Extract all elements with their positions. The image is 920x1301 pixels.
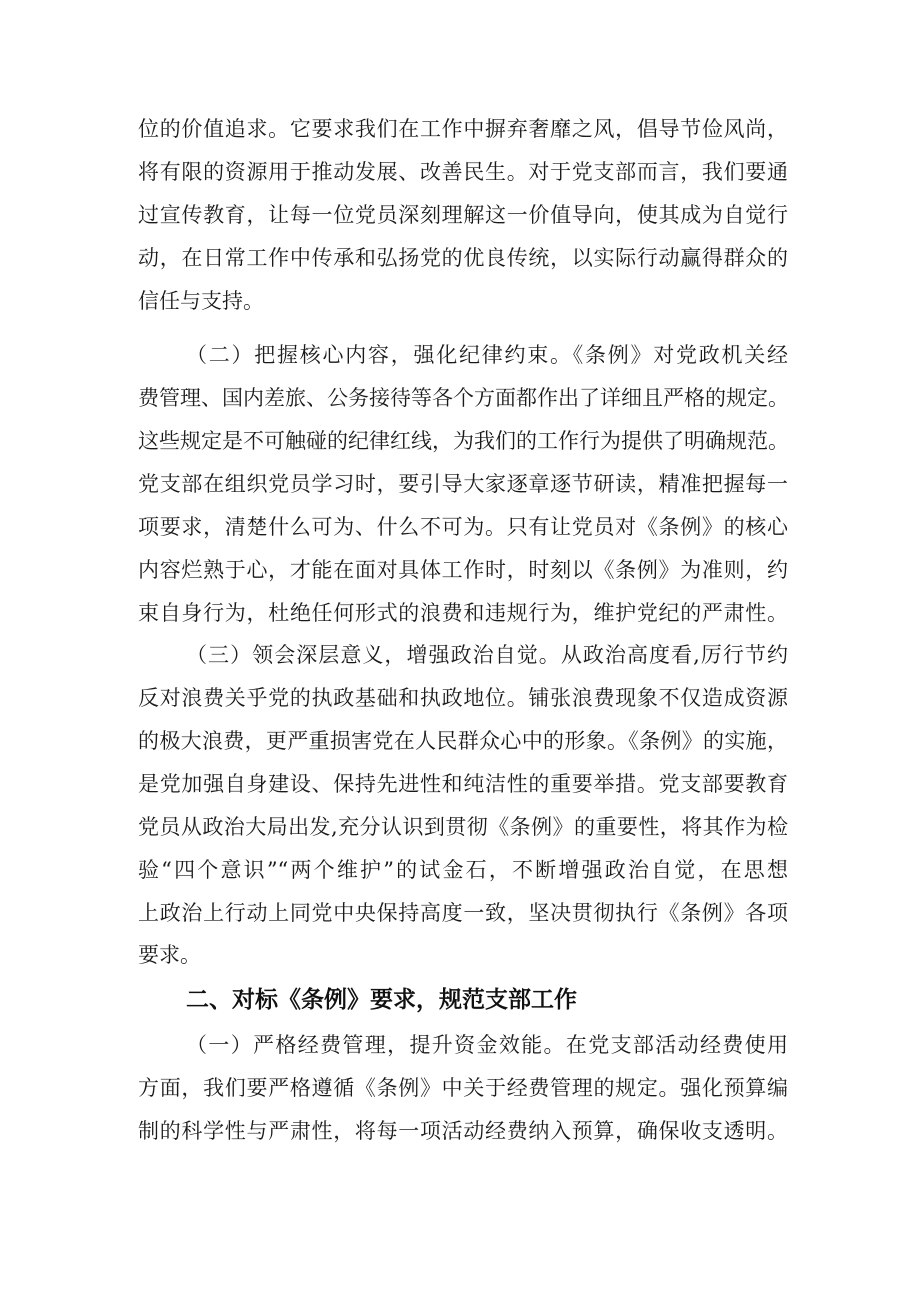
paragraph-1-line-2: 将有限的资源用于推动发展、改善民生。对于党支部而言，我们要通	[138, 160, 788, 184]
paragraph-3-line-1: （三）领会深层意义，增强政治自觉。从政治高度看,厉行节约	[186, 643, 788, 667]
paragraph-3-line-3: 的极大浪费，更严重损害党在人民群众心中的形象。《条例》的实施，	[138, 729, 788, 753]
paragraph-2-line-4: 党支部在组织党员学习时，要引导大家逐章逐节研读，精准把握每一	[138, 472, 788, 496]
paragraph-3-line-8: 要求。	[138, 943, 201, 967]
paragraph-1-line-5: 信任与支持。	[138, 289, 264, 313]
paragraph-2-line-5: 项要求，清楚什么可为、什么不可为。只有让党员对《条例》的核心	[138, 515, 788, 539]
paragraph-4-line-1: （一）严格经费管理，提升资金效能。在党支部活动经费使用	[186, 1033, 788, 1057]
paragraph-1-line-3: 过宣传教育，让每一位党员深刻理解这一价值导向，使其成为自觉行	[138, 203, 788, 227]
paragraph-3-line-2: 反对浪费关乎党的执政基础和执政地位。铺张浪费现象不仅造成资源	[138, 686, 788, 710]
paragraph-1-line-4: 动，在日常工作中传承和弘扬党的优良传统，以实际行动赢得群众的	[138, 246, 788, 270]
paragraph-2-line-7: 束自身行为，杜绝任何形式的浪费和违规行为，维护党纪的严肃性。	[138, 601, 788, 625]
section-heading: 二、对标《条例》要求，规范支部工作	[186, 987, 577, 1013]
paragraph-3-line-7: 上政治上行动上同党中央保持高度一致，坚决贯彻执行《条例》各项	[138, 901, 788, 925]
paragraph-2-line-6: 内容烂熟于心，才能在面对具体工作时，时刻以《条例》为准则，约	[138, 558, 788, 582]
paragraph-3-line-5: 党员从政治大局出发,充分认识到贯彻《条例》的重要性，将其作为检	[138, 815, 788, 839]
paragraph-3-line-6: 验“四个意识”“两个维护”的试金石，不断增强政治自觉，在思想	[138, 858, 788, 882]
paragraph-4-line-2: 方面，我们要严格遵循《条例》中关于经费管理的规定。强化预算编	[138, 1076, 788, 1100]
paragraph-2-line-1: （二）把握核心内容，强化纪律约束。《条例》对党政机关经	[186, 343, 788, 367]
paragraph-1-line-1: 位的价值追求。它要求我们在工作中摒弃奢靡之风，倡导节俭风尚，	[138, 117, 788, 141]
paragraph-3-line-4: 是党加强自身建设、保持先进性和纯洁性的重要举措。党支部要教育	[138, 772, 788, 796]
paragraph-4-line-3: 制的科学性与严肃性，将每一项活动经费纳入预算，确保收支透明。	[138, 1119, 788, 1143]
paragraph-2-line-3: 这些规定是不可触碰的纪律红线，为我们的工作行为提供了明确规范。	[138, 429, 789, 453]
paragraph-2-line-2: 费管理、国内差旅、公务接待等各个方面都作出了详细且严格的规定。	[138, 386, 789, 410]
